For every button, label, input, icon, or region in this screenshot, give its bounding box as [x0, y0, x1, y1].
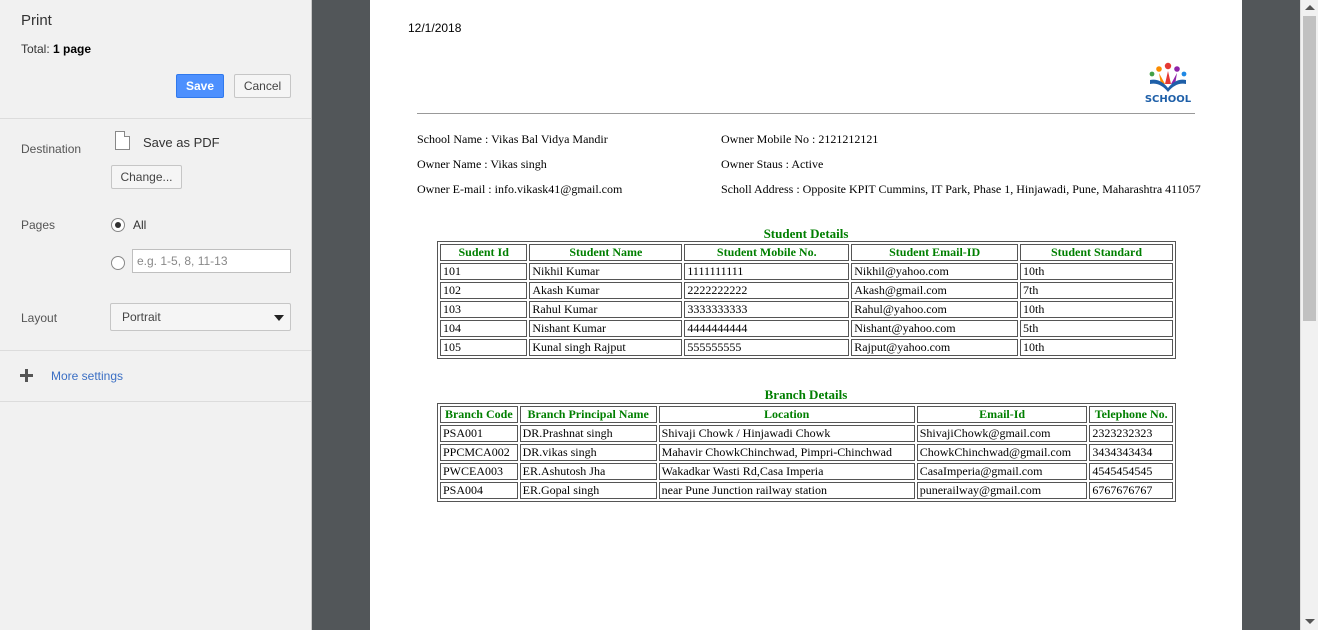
student-details-table [437, 241, 1176, 359]
table-cell: CasaImperia@gmail.com [917, 463, 1088, 480]
table-cell: 4545454545 [1089, 463, 1173, 480]
column-header: Student Email-ID [851, 244, 1018, 261]
table-cell: 101 [440, 263, 527, 280]
table-row [440, 463, 1173, 480]
header-rule [417, 113, 1195, 114]
table-cell: 103 [440, 301, 527, 318]
layout-select[interactable] [110, 303, 291, 331]
school-address: Scholl Address : Opposite KPIT Cummins, IT Park, Phase 1, Hinjawadi, Pune, Maharashtra 411057 [721, 182, 1201, 196]
table-cell: near Pune Junction railway station [659, 482, 915, 499]
more-settings-link[interactable]: More settings [51, 369, 124, 383]
column-header: Branch Code [440, 406, 518, 423]
owner-mobile: Owner Mobile No : 2121212121 [721, 132, 879, 146]
table-cell: 105 [440, 339, 527, 356]
table-cell: 7th [1020, 282, 1173, 299]
table-cell: ChowkChinchwad@gmail.com [917, 444, 1088, 461]
table-row [440, 320, 1173, 337]
save-button[interactable]: Save [176, 74, 224, 98]
student-details-title: Student Details [763, 226, 849, 241]
table-cell: Rahul@yahoo.com [851, 301, 1018, 318]
change-destination-button[interactable]: Change... [111, 165, 182, 189]
vertical-scrollbar[interactable] [1300, 0, 1318, 630]
table-row [440, 282, 1173, 299]
chevron-down-icon [274, 315, 284, 321]
branch-details-title: Branch Details [764, 387, 848, 402]
pdf-file-icon [115, 131, 130, 150]
table-cell: ShivajiChowk@gmail.com [917, 425, 1088, 442]
table-row [440, 301, 1173, 318]
destination-label: Destination [21, 142, 82, 156]
column-header: Student Name [529, 244, 682, 261]
table-cell: Nikhil Kumar [529, 263, 682, 280]
pages-label: Pages [21, 218, 56, 232]
print-title: Print [21, 12, 52, 29]
column-header: Location [659, 406, 915, 423]
print-settings-panel [0, 0, 312, 630]
table-cell: Akash Kumar [529, 282, 682, 299]
table-cell: 2323232323 [1089, 425, 1173, 442]
print-date: 12/1/2018 [408, 21, 462, 35]
table-cell: Rajput@yahoo.com [851, 339, 1018, 356]
table-cell: 5th [1020, 320, 1173, 337]
table-cell: Shivaji Chowk / Hinjawadi Chowk [659, 425, 915, 442]
total-value: 1 page [53, 42, 92, 56]
pages-all-radio[interactable] [111, 218, 125, 232]
table-cell: 6767676767 [1089, 482, 1173, 499]
table-cell: 2222222222 [684, 282, 849, 299]
table-cell: 10th [1020, 339, 1173, 356]
total-label: Total: [21, 42, 54, 56]
logo-text: SCHOOL [1144, 94, 1192, 105]
table-cell: 102 [440, 282, 527, 299]
destination-name: Save as PDF [143, 135, 220, 150]
scroll-down-icon[interactable] [1305, 619, 1315, 624]
table-cell: PSA001 [440, 425, 518, 442]
column-header: Telephone No. [1089, 406, 1173, 423]
table-cell: Rahul Kumar [529, 301, 682, 318]
table-row [440, 263, 1173, 280]
table-cell: Nishant@yahoo.com [851, 320, 1018, 337]
table-cell: PWCEA003 [440, 463, 518, 480]
divider [0, 350, 311, 351]
pages-custom-radio[interactable] [111, 256, 125, 270]
table-cell: DR.vikas singh [520, 444, 657, 461]
table-cell: 3333333333 [684, 301, 849, 318]
pages-range-input[interactable] [132, 249, 291, 273]
table-cell: DR.Prashnat singh [520, 425, 657, 442]
school-logo [1144, 60, 1192, 106]
table-cell: 10th [1020, 263, 1173, 280]
scroll-up-icon[interactable] [1305, 5, 1315, 10]
table-cell: 4444444444 [684, 320, 849, 337]
branch-details-table [437, 403, 1176, 502]
plus-icon[interactable] [20, 369, 33, 382]
layout-value: Portrait [122, 310, 161, 324]
column-header: Branch Principal Name [520, 406, 657, 423]
pages-all-label: All [133, 218, 147, 232]
table-cell: punerailway@gmail.com [917, 482, 1088, 499]
table-cell: Nishant Kumar [529, 320, 682, 337]
table-header-row [440, 244, 1173, 261]
cancel-button[interactable]: Cancel [234, 74, 291, 98]
column-header: Email-Id [917, 406, 1088, 423]
divider [0, 401, 311, 402]
school-name: School Name : Vikas Bal Vidya Mandir [417, 132, 608, 146]
table-cell: Akash@gmail.com [851, 282, 1018, 299]
column-header: Sudent Id [440, 244, 527, 261]
table-cell: 3434343434 [1089, 444, 1173, 461]
table-cell: Nikhil@yahoo.com [851, 263, 1018, 280]
table-row [440, 339, 1173, 356]
divider [0, 118, 311, 119]
total-pages [21, 42, 91, 56]
owner-email: Owner E-mail : info.vikask41@gmail.com [417, 182, 623, 196]
owner-name: Owner Name : Vikas singh [417, 157, 547, 171]
scroll-thumb[interactable] [1303, 16, 1316, 321]
table-cell: ER.Ashutosh Jha [520, 463, 657, 480]
table-cell: 10th [1020, 301, 1173, 318]
table-cell: 104 [440, 320, 527, 337]
owner-status: Owner Staus : Active [721, 157, 824, 171]
table-row [440, 482, 1173, 499]
layout-label: Layout [21, 311, 58, 325]
table-cell: Kunal singh Rajput [529, 339, 682, 356]
table-row [440, 425, 1173, 442]
table-cell: PPCMCA002 [440, 444, 518, 461]
table-cell: 555555555 [684, 339, 849, 356]
table-cell: 1111111111 [684, 263, 849, 280]
table-cell: ER.Gopal singh [520, 482, 657, 499]
preview-page [370, 0, 1242, 630]
table-cell: PSA004 [440, 482, 518, 499]
table-header-row [440, 406, 1173, 423]
table-cell: Wakadkar Wasti Rd,Casa Imperia [659, 463, 915, 480]
table-row [440, 444, 1173, 461]
column-header: Student Mobile No. [684, 244, 849, 261]
column-header: Student Standard [1020, 244, 1173, 261]
table-cell: Mahavir ChowkChinchwad, Pimpri-Chinchwad [659, 444, 915, 461]
